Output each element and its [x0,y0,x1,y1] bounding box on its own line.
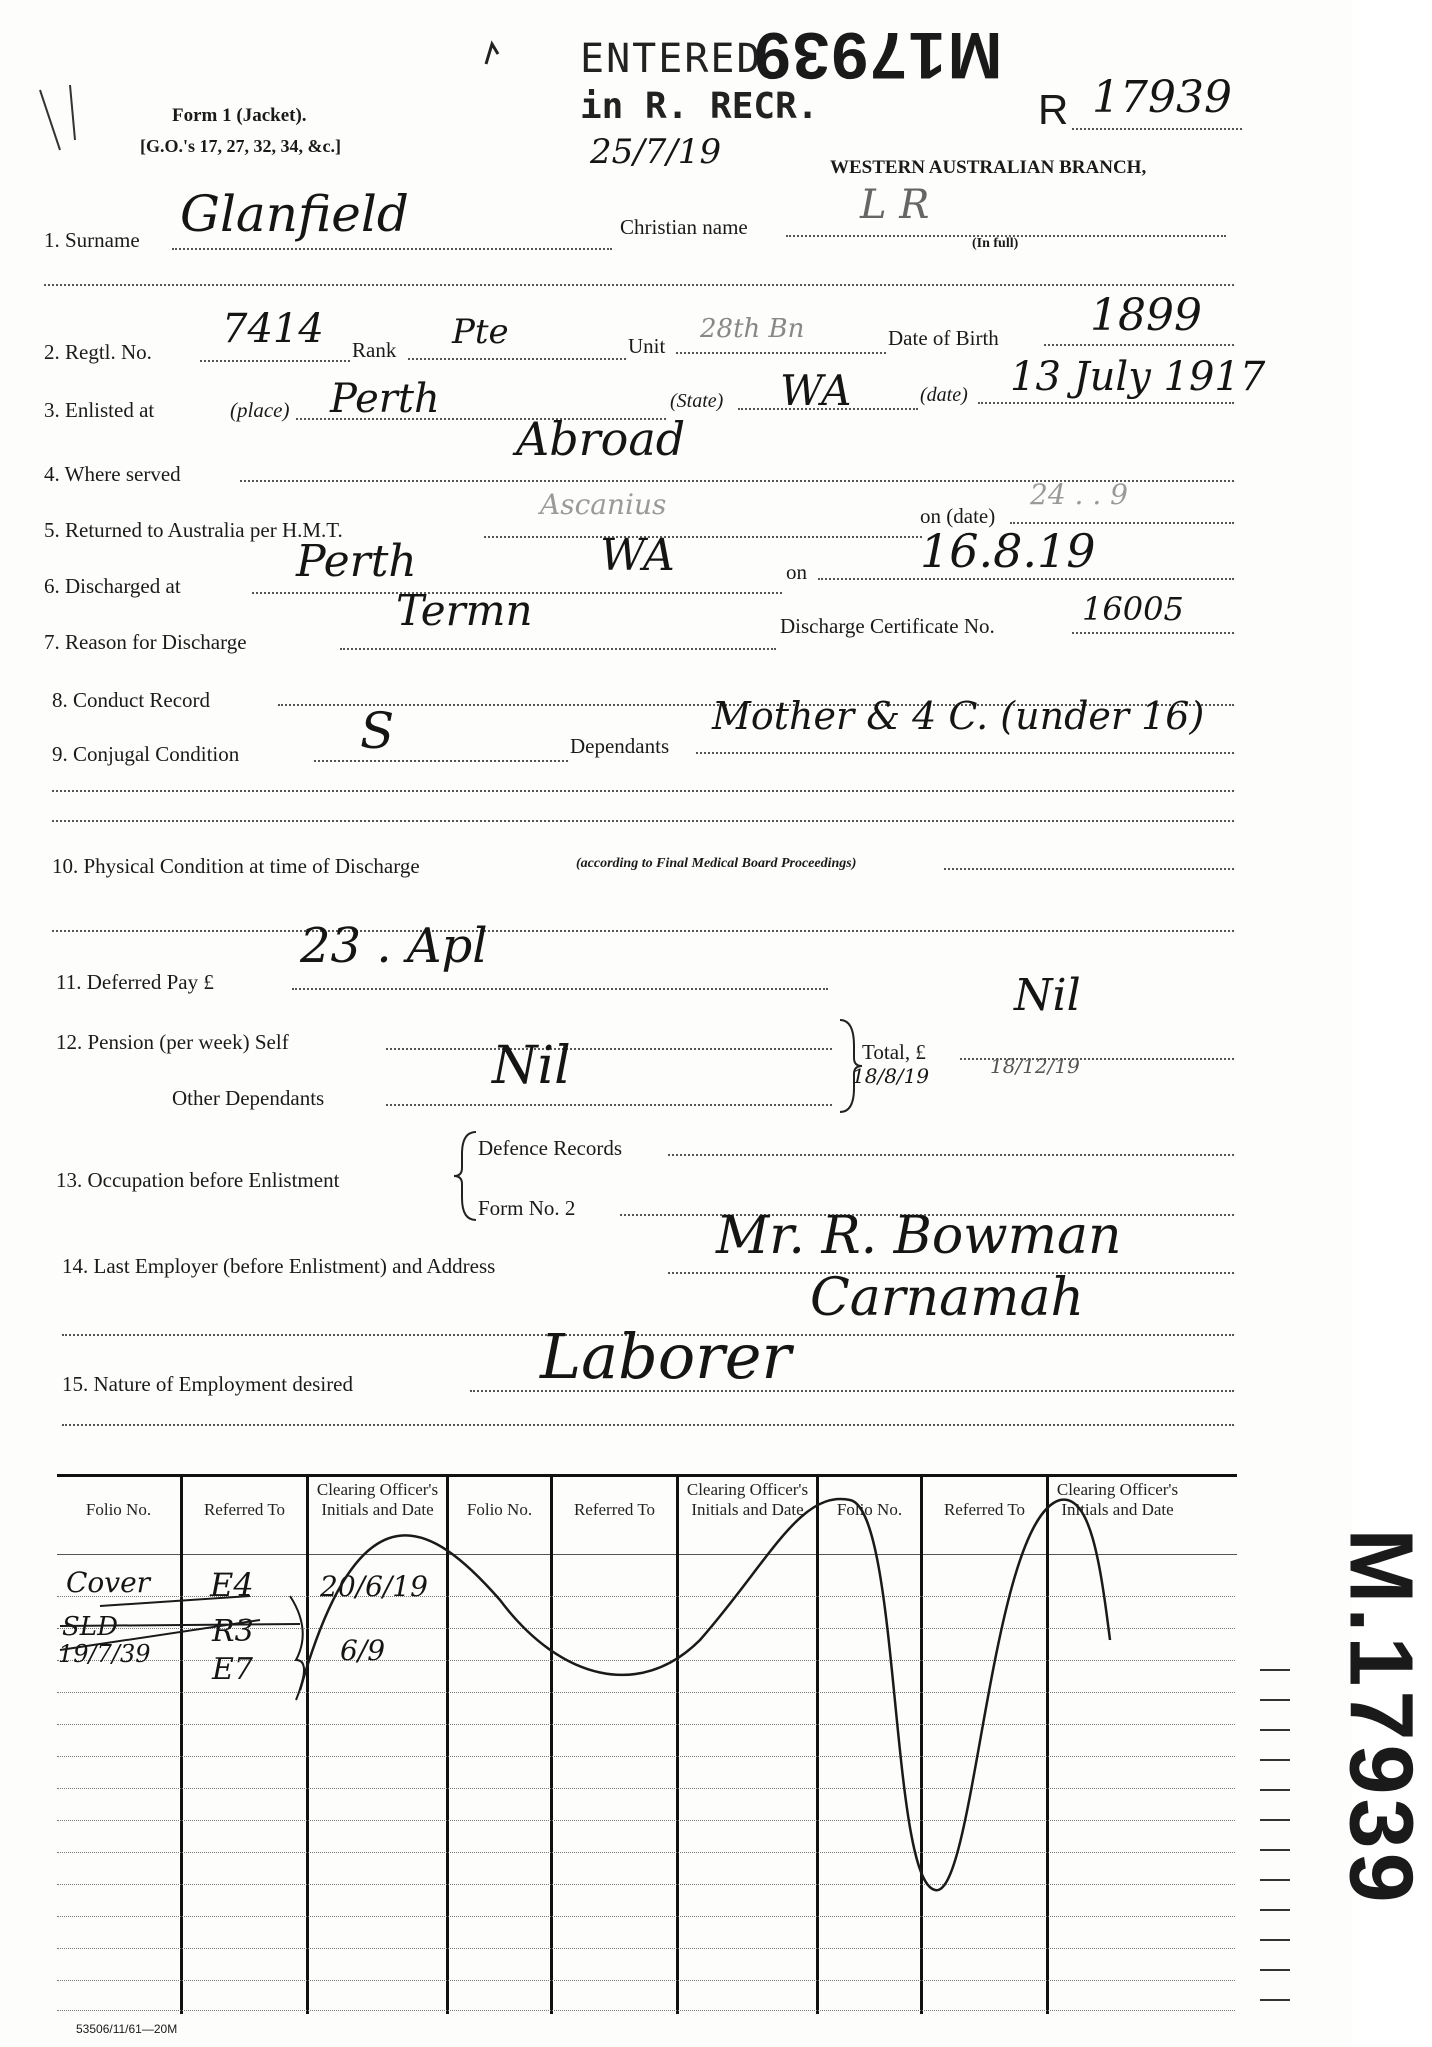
state-label: (State) [670,390,724,412]
r-label: R [1038,86,1069,133]
deferred-pay-label: 11. Deferred Pay £ [56,970,214,994]
employer-address-value: Carnamah [810,1268,1084,1328]
enlisted-place-value: Perth [330,376,440,422]
surname-value: Glanfield [180,185,409,243]
folio-entry: Cover [66,1566,151,1599]
referred-entry: E4 [210,1566,254,1604]
other-dependants-label: Other Dependants [172,1086,325,1110]
christian-name-value: L R [860,182,930,228]
dob-value: 1899 [1090,290,1202,341]
reason-value: Termn [396,586,533,635]
discharged-label: 6. Discharged at [44,574,181,598]
hmt-value: Ascanius [540,488,667,521]
christian-name-label: Christian name [620,215,748,239]
enlisted-date-value: 13 July 1917 [1010,354,1266,400]
initials-entry: 20/6/19 [320,1570,428,1603]
form-title: Form 1 (Jacket). [172,105,307,126]
table-header-folio: Folio No. [85,1500,152,1519]
table-header-folio: Folio No. [836,1500,903,1519]
enlisted-date-label: (date) [920,384,968,406]
last-employer-label: 14. Last Employer (before Enlistment) and Address [62,1254,496,1278]
referred-entry: E7 [212,1652,253,1687]
last-employer-value: Mr. R. Bowman [716,1206,1122,1266]
returned-label: 5. Returned to Australia per H.M.T. [44,518,343,542]
r-number: 17939 [1092,72,1232,123]
discharged-state-value: WA [600,530,675,581]
edge-ticks [1250,1660,1310,2040]
deferred-pay-value: 23 . Apl [300,918,488,974]
returned-date-label: on (date) [920,504,996,528]
discharge-cert-value: 16005 [1082,590,1184,628]
table-header-referred: Referred To [573,1500,656,1519]
discharged-place-value: Perth [296,536,417,587]
unit-label: Unit [628,334,666,358]
table-header-folio: Folio No. [466,1500,533,1519]
unit-value: 28th Bn [700,314,805,344]
discharged-on-label: on [786,560,807,584]
defence-records-label: Defence Records [478,1136,623,1160]
total-note-2: 18/12/19 [990,1054,1080,1078]
rank-label: Rank [352,338,397,362]
conjugal-value: S [360,702,395,760]
side-stamped-number: M.17939 [1330,1528,1431,1907]
total-value: Nil [1014,970,1081,1021]
rank-value: Pte [452,312,509,352]
discharge-cert-label: Discharge Certificate No. [780,614,995,638]
total-note-1: 18/8/19 [852,1064,930,1088]
go-references: [G.O.'s 17, 27, 32, 34, &c.] [140,136,341,156]
returned-date-value: 24 . . 9 [1030,478,1128,511]
conduct-label: 8. Conduct Record [52,688,211,712]
in-r-regr-stamp: in R. RECR. [580,86,819,127]
discharged-date-value: 16.8.19 [920,524,1096,578]
folio-entry: 19/7/39 [58,1640,151,1668]
where-served-value: Abroad [516,412,686,466]
employment-desired-value: Laborer [540,1320,792,1393]
regtl-no-label: 2. Regtl. No. [44,340,152,364]
table-header-referred: Referred To [203,1500,286,1519]
regtl-no-value: 7414 [222,306,324,352]
table-header-referred: Referred To [943,1500,1026,1519]
where-served-label: 4. Where served [44,462,181,486]
table-header-clearing: Clearing Officer's Initials and Date [1056,1480,1179,1519]
physical-condition-note: (according to Final Medical Board Proceedings) [576,856,857,871]
place-label: (place) [230,398,290,422]
form-no-2-label: Form No. 2 [478,1196,576,1220]
employment-desired-label: 15. Nature of Employment desired [62,1372,354,1396]
enlisted-state-value: WA [780,366,852,415]
table-header-clearing: Clearing Officer's Initials and Date [316,1480,439,1519]
referred-entry: R3 [212,1614,254,1649]
physical-condition-label: 10. Physical Condition at time of Discharge [52,854,420,878]
total-label: Total, £ [862,1040,926,1064]
surname-label: 1. Surname [44,228,140,252]
print-code: 53506/11/61—20M [76,2022,178,2036]
reason-label: 7. Reason for Discharge [44,630,247,654]
folio-entry: SLD [62,1612,118,1642]
pension-self-value: Nil [492,1036,571,1096]
enlisted-label: 3. Enlisted at [44,398,155,422]
dob-label: Date of Birth [888,326,999,350]
table-header-clearing: Clearing Officer's Initials and Date [686,1480,809,1519]
in-full-note: (In full) [972,236,1019,251]
branch-title: WESTERN AUSTRALIAN BRANCH, [830,157,1147,178]
initials-entry: 6/9 [340,1634,386,1667]
dependants-label: Dependants [570,734,670,758]
entered-date: 25/7/19 [590,132,722,172]
entered-stamp: ENTERED [580,36,763,82]
dependants-value: Mother & 4 C. (under 16) [712,694,1205,738]
conjugal-label: 9. Conjugal Condition [52,742,240,766]
top-stamped-number: M17939 [752,19,1003,93]
occupation-label: 13. Occupation before Enlistment [56,1168,340,1192]
pension-label: 12. Pension (per week) Self [56,1030,289,1054]
